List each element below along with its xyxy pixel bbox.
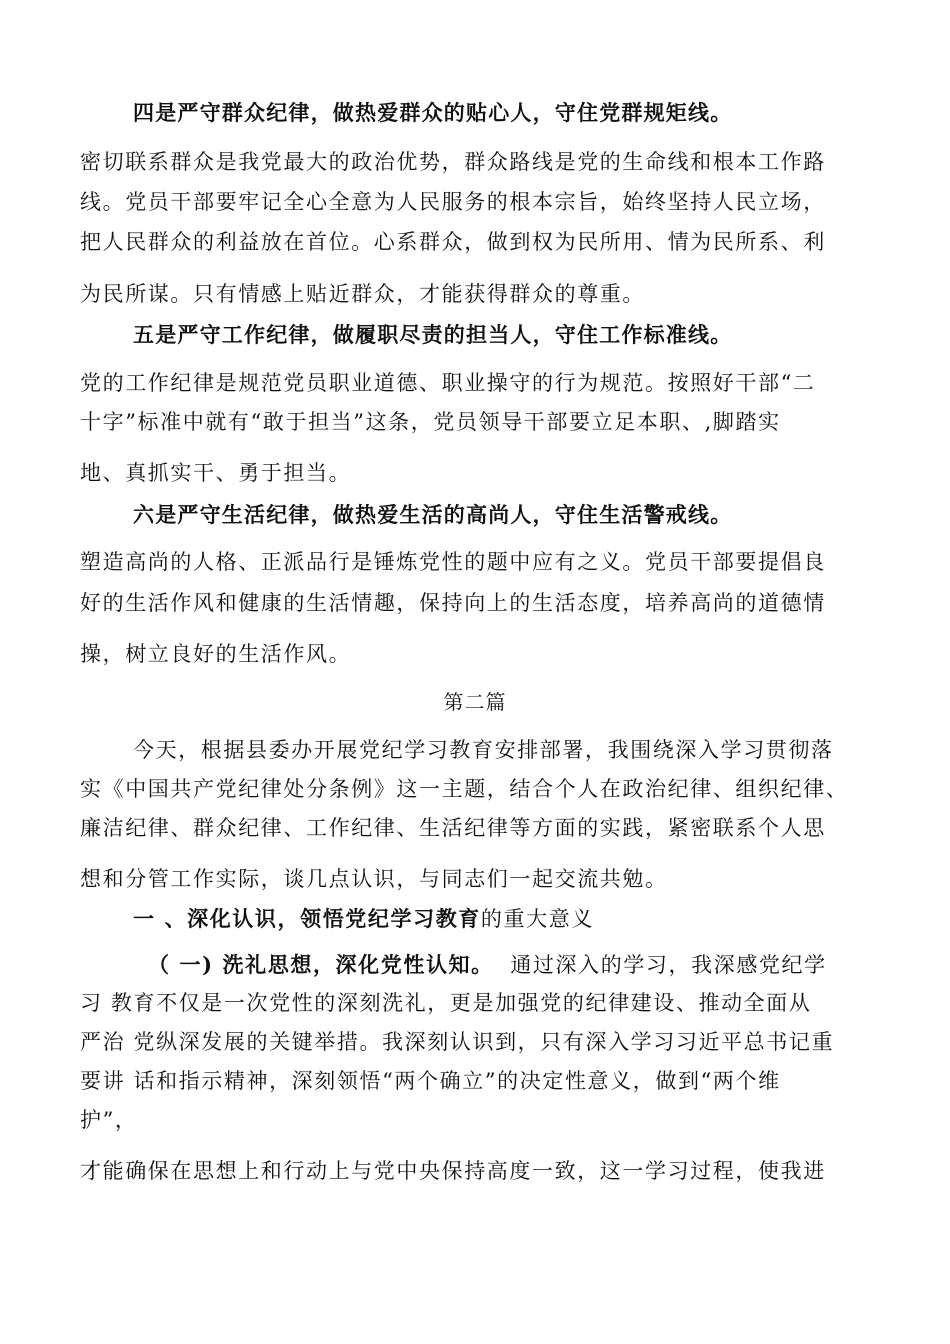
paragraph-line: 想和分管工作实际，谈几点认识，与同志们一起交流共勉。: [80, 867, 668, 891]
paragraph-line: 操，树立良好的生活作风。: [80, 642, 352, 666]
section-1-heading-rest: 的重大意义: [480, 907, 594, 931]
subsection-1-line: [148, 952, 827, 978]
paragraph-line: 党的工作纪律是规范党员职业道德、职业操守的行为规范。按照好干部“二: [80, 371, 816, 395]
paragraph-line: 塑造高尚的人格、正派品行是锤炼党性的题中应有之义。党员干部要提倡良: [80, 550, 826, 574]
paragraph-line: 十字”标准中就有“敢于担当”这条，党员领导干部要立足本职、,脚踏实: [80, 410, 781, 434]
subsection-1-text: 通过深入的学习，我深感党纪学: [510, 953, 827, 977]
paragraph-line: 好的生活作风和健康的生活情趣，保持向上的生活态度，培养高尚的道德情: [80, 591, 826, 615]
subsection-1-heading: （ 一) 洗礼思想，深化党性认知。: [148, 952, 494, 977]
section-1-heading-bold: 一 、深化认识，领悟党纪学习教育: [133, 906, 481, 931]
paragraph-line: 护”，: [80, 1108, 138, 1132]
paragraph-line: 廉洁纪律、群众纪律、工作纪律、生活纪律等方面的实践，紧密联系个人思: [80, 816, 826, 840]
paragraph-line: 实《中国共产党纪律处分条例》这一主题，结合个人在政治纪律、组织纪律、: [80, 777, 849, 801]
part-title: 第二篇: [443, 690, 507, 714]
paragraph-line: 今天，根据县委办开展党纪学习教育安排部署，我围绕深入学习贯彻落: [133, 738, 834, 762]
section-1-heading: [133, 906, 594, 932]
section-heading-6: 六是严守生活纪律，做热爱生活的高尚人，守住生活警戒线。: [133, 502, 733, 527]
paragraph-line: 为民所谋。只有情感上贴近群众，才能获得群众的尊重。: [80, 282, 645, 306]
paragraph-line: 要讲 话和指示精神，深刻领悟“两个确立”的决定性意义，做到“两个维: [80, 1069, 781, 1093]
paragraph-line: 严治 党纵深发展的关键举措。我深刻认识到，只有深入学习习近平总书记重: [80, 1030, 835, 1054]
paragraph-line: 线。党员干部要牢记全心全意为人民服务的根本宗旨，始终坚持人民立场，: [80, 190, 826, 214]
paragraph-line: 才能确保在思想上和行动上与党中央保持高度一致，这一学习过程，使我进: [80, 1159, 826, 1183]
section-heading-5: 五是严守工作纪律，做履职尽责的担当人，守住工作标准线。: [133, 322, 733, 347]
paragraph-line: 习 教育不仅是一次党性的深刻洗礼，更是加强党的纪律建设、推动全面从: [80, 991, 812, 1015]
paragraph-line: 地、真抓实干、勇于担当。: [80, 461, 352, 485]
section-heading-4: 四是严守群众纪律，做热爱群众的贴心人，守住党群规矩线。: [133, 100, 733, 125]
paragraph-line: 密切联系群众是我党最大的政治优势，群众路线是党的生命线和根本工作路: [80, 150, 826, 174]
paragraph-line: 把人民群众的利益放在首位。心系群众，做到权为民所用、情为民所系、利: [80, 230, 826, 254]
